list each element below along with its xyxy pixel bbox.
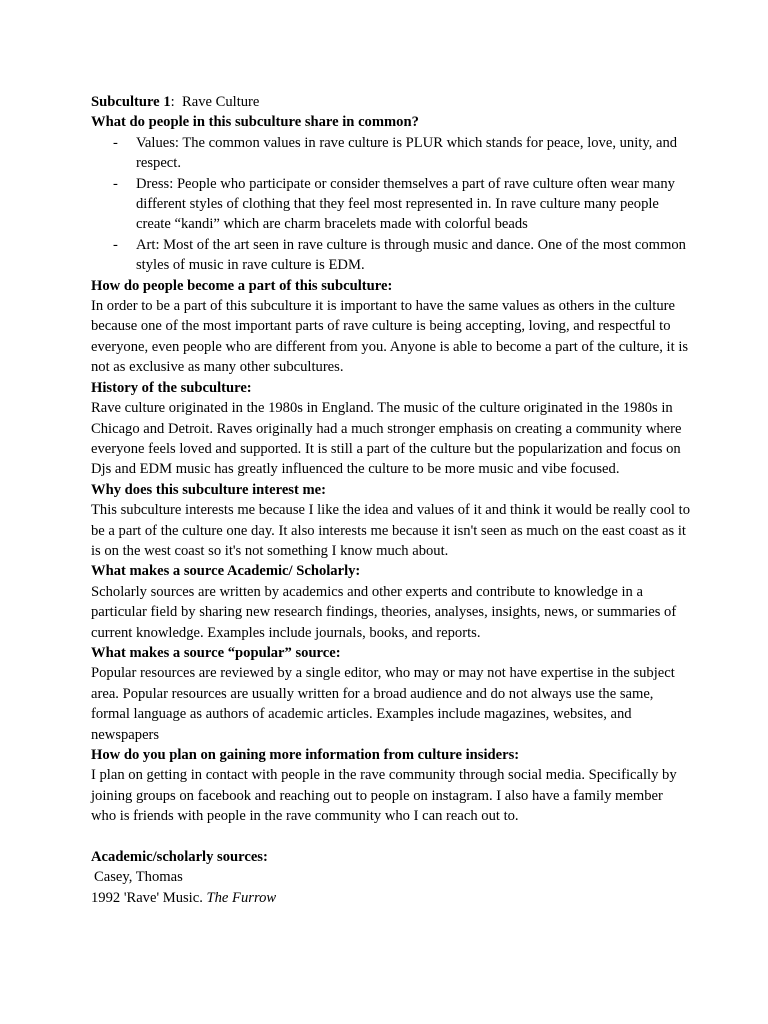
section-body-interest: This subculture interests me because I like the idea and values of it and think it would be really cool to be a part of the culture one day. It also interests me because it isn't seen as much on the east coast as it is on the west coast so it's not something I know much about. <box>91 502 690 559</box>
section-body-insiders: I plan on getting in contact with people in the rave community through social media. Specifically by joining groups on facebook and reaching out to people on instagram. I also have a family member who is friends with people in the rave community who I can reach out to. <box>91 767 677 825</box>
section-heading-history: History of the subculture: <box>91 379 252 396</box>
list-item <box>91 133 691 174</box>
section-body-popular: Popular resources are reviewed by a single editor, who may or may not have expertise in the subject area. Popular resources are usually written for a broad audience and do not always use the same, formal language as authors of academic articles. Examples include magazines, websites, and newspapers <box>91 665 675 743</box>
section-body-become: In order to be a part of this subculture it is important to have the same values as others in the culture because one of the most important parts of rave culture is being accepting, loving, and respectful to everyone, even people who are different from you. Anyone is able to become a part of the culture, it is not as exclusive as many other subcultures. <box>91 298 689 376</box>
list-item <box>91 235 691 276</box>
sources-heading: Academic/scholarly sources: <box>91 849 268 866</box>
subculture-separator: : <box>170 94 175 110</box>
dash-marker: - <box>113 175 118 192</box>
dash-marker: - <box>113 134 118 151</box>
section-body-academic: Scholarly sources are written by academics and other experts and contribute to knowledge in a particular field by sharing new research findings, theories, analyses, insights, news, or summaries of current knowledge. Examples include journals, books, and reports. <box>91 583 677 641</box>
section-heading-popular: What makes a source “popular” source: <box>91 644 341 661</box>
source-citation-title: The Furrow <box>206 889 277 906</box>
section-body-history: Rave culture originated in the 1980s in England. The music of the culture originated in the 1980s in Chicago and Detroit. Raves originally had a much stronger emphasis on creating a community where everyone feels loved and supported. It is still a part of the culture but the popularization and focus on Djs and EDM music has greatly influenced the culture to be more music and vibe focused. <box>91 400 682 478</box>
common-values-list <box>91 133 691 276</box>
blank-line <box>91 827 691 847</box>
document-page <box>91 92 691 908</box>
list-item-text: Art: Most of the art seen in rave culture is through music and dance. One of the most common styles of music in rave culture is EDM. <box>136 236 686 274</box>
subculture-title-line <box>91 92 691 112</box>
subculture-label: Subculture 1 <box>91 94 171 110</box>
list-item-text: Dress: People who participate or consider themselves a part of rave culture often wear many different styles of clothing that they feel most represented in. In rave culture many people create “kandi” which are charm bracelets made with colorful beads <box>136 175 675 233</box>
section-heading-academic: What makes a source Academic/ Scholarly: <box>91 563 361 580</box>
section-heading-common: What do people in this subculture share in common? <box>91 114 419 131</box>
list-item-text: Values: The common values in rave culture is PLUR which stands for peace, love, unity, and respect. <box>136 134 678 172</box>
list-item <box>91 174 691 235</box>
subculture-name: Rave Culture <box>181 94 260 110</box>
source-citation <box>91 888 691 908</box>
source-author: Casey, Thomas <box>94 869 183 886</box>
section-heading-become: How do people become a part of this subculture: <box>91 277 393 294</box>
section-heading-insiders: How do you plan on gaining more information from culture insiders: <box>91 747 520 763</box>
dash-marker: - <box>113 236 118 253</box>
section-heading-interest: Why does this subculture interest me: <box>91 481 326 498</box>
source-citation-prefix: 1992 'Rave' Music. <box>91 889 207 906</box>
